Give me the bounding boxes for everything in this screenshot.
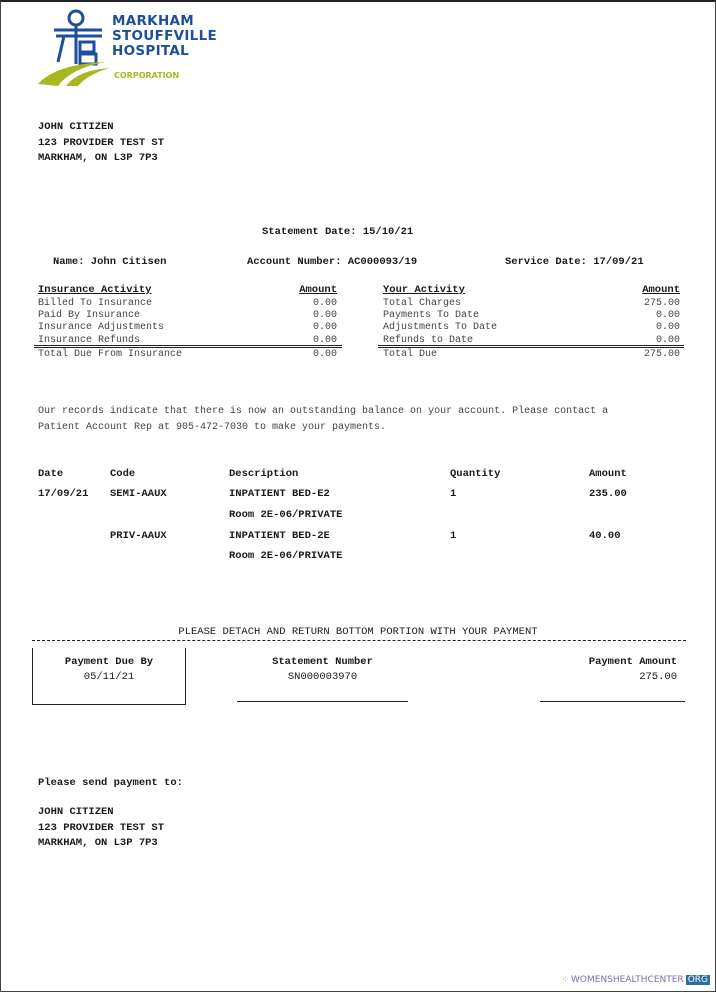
logo-line2: STOUFFVILLE	[112, 28, 218, 44]
item-amount: 235.00	[589, 488, 627, 500]
item-code: SEMI-AAUX	[110, 488, 167, 500]
your-row-amount: 0.00	[655, 335, 680, 346]
hospital-logo	[36, 6, 218, 88]
dots-icon: ⁘	[561, 975, 570, 985]
logo-line3: HOSPITAL	[112, 43, 190, 59]
remit-name: JOHN CITIZEN	[38, 806, 114, 818]
logo-mark-icon	[36, 6, 116, 88]
your-row-amount: 275.00	[643, 298, 680, 309]
insurance-header: Insurance Activity	[38, 284, 152, 296]
insurance-row-amount: 0.00	[312, 322, 337, 333]
item-room: Room 2E-06/PRIVATE	[229, 509, 343, 521]
remit-street: 123 PROVIDER TEST ST	[38, 822, 165, 834]
statement-number-label: Statement Number	[272, 656, 373, 668]
item-date: 17/09/21	[38, 488, 89, 500]
payment-amount: 275.00	[639, 671, 677, 683]
logo-line1: MARKHAM	[112, 13, 195, 29]
insurance-total-amount: 0.00	[312, 349, 337, 360]
account-number: Account Number: AC000093/19	[247, 256, 418, 268]
detach-instruction: PLEASE DETACH AND RETURN BOTTOM PORTION WITH YOUR PAYMENT	[178, 626, 538, 638]
payment-amount-rule	[540, 701, 685, 702]
your-total-amount: 275.00	[643, 349, 680, 360]
recipient-street: 123 PROVIDER TEST ST	[38, 137, 165, 149]
your-row-label: Adjustments To Date	[383, 322, 498, 333]
statement-date: Statement Date: 15/10/21	[262, 226, 414, 238]
insurance-amount-header: Amount	[299, 284, 337, 296]
your-amount-header: Amount	[642, 284, 680, 296]
patient-name: Name: John Citisen	[53, 256, 167, 268]
col-quantity: Quantity	[450, 468, 501, 480]
detach-line	[32, 640, 686, 641]
insurance-row-amount: 0.00	[312, 298, 337, 309]
payment-amount-label: Payment Amount	[588, 656, 677, 668]
insurance-row-label: Billed To Insurance	[38, 298, 153, 309]
watermark-name: WOMENSHEALTHCENTER	[571, 975, 684, 985]
item-room: Room 2E-06/PRIVATE	[229, 550, 343, 562]
insurance-row-label: Paid By Insurance	[38, 310, 141, 321]
item-quantity: 1	[450, 530, 457, 542]
recipient-city: MARKHAM, ON L3P 7P3	[38, 152, 158, 164]
message-line: Patient Account Rep at 905-472-7030 to make your payments.	[38, 422, 387, 433]
insurance-total-label: Total Due From Insurance	[38, 349, 183, 360]
insurance-row-amount: 0.00	[312, 310, 337, 321]
logo-line4: CORPORATION	[114, 71, 180, 80]
your-total-label: Total Due	[383, 349, 438, 360]
insurance-row-label: Insurance Refunds	[38, 335, 141, 346]
your-row-amount: 0.00	[655, 322, 680, 333]
statement-number-rule	[237, 701, 408, 702]
insurance-row-label: Insurance Adjustments	[38, 322, 165, 333]
item-code: PRIV-AAUX	[110, 530, 167, 542]
item-description: INPATIENT BED-E2	[229, 488, 330, 500]
item-description: INPATIENT BED-2E	[229, 530, 330, 542]
your-row-label: Total Charges	[383, 298, 462, 309]
your-row-label: Refunds to Date	[383, 335, 474, 346]
item-amount: 40.00	[589, 530, 621, 542]
service-date: Service Date: 17/09/21	[505, 256, 644, 268]
col-code: Code	[110, 468, 136, 480]
your-row-label: Payments To Date	[383, 310, 480, 321]
message-line: Our records indicate that there is now an outstanding balance on your account. Please contact a	[38, 406, 609, 417]
payment-due-label: Payment Due By	[64, 656, 154, 668]
watermark-tld: ORG	[687, 975, 708, 985]
col-amount: Amount	[589, 468, 627, 480]
col-description: Description	[229, 468, 299, 480]
your-row-amount: 0.00	[655, 310, 680, 321]
col-date: Date	[38, 468, 64, 480]
statement-number: SN000003970	[287, 671, 358, 683]
item-quantity: 1	[450, 488, 457, 500]
watermark	[561, 975, 710, 985]
your-activity-header: Your Activity	[383, 284, 465, 296]
recipient-name: JOHN CITIZEN	[38, 121, 114, 133]
remit-city: MARKHAM, ON L3P 7P3	[38, 837, 158, 849]
send-payment-label: Please send payment to:	[38, 777, 183, 789]
payment-due-date: 05/11/21	[83, 671, 135, 683]
insurance-row-amount: 0.00	[312, 335, 337, 346]
